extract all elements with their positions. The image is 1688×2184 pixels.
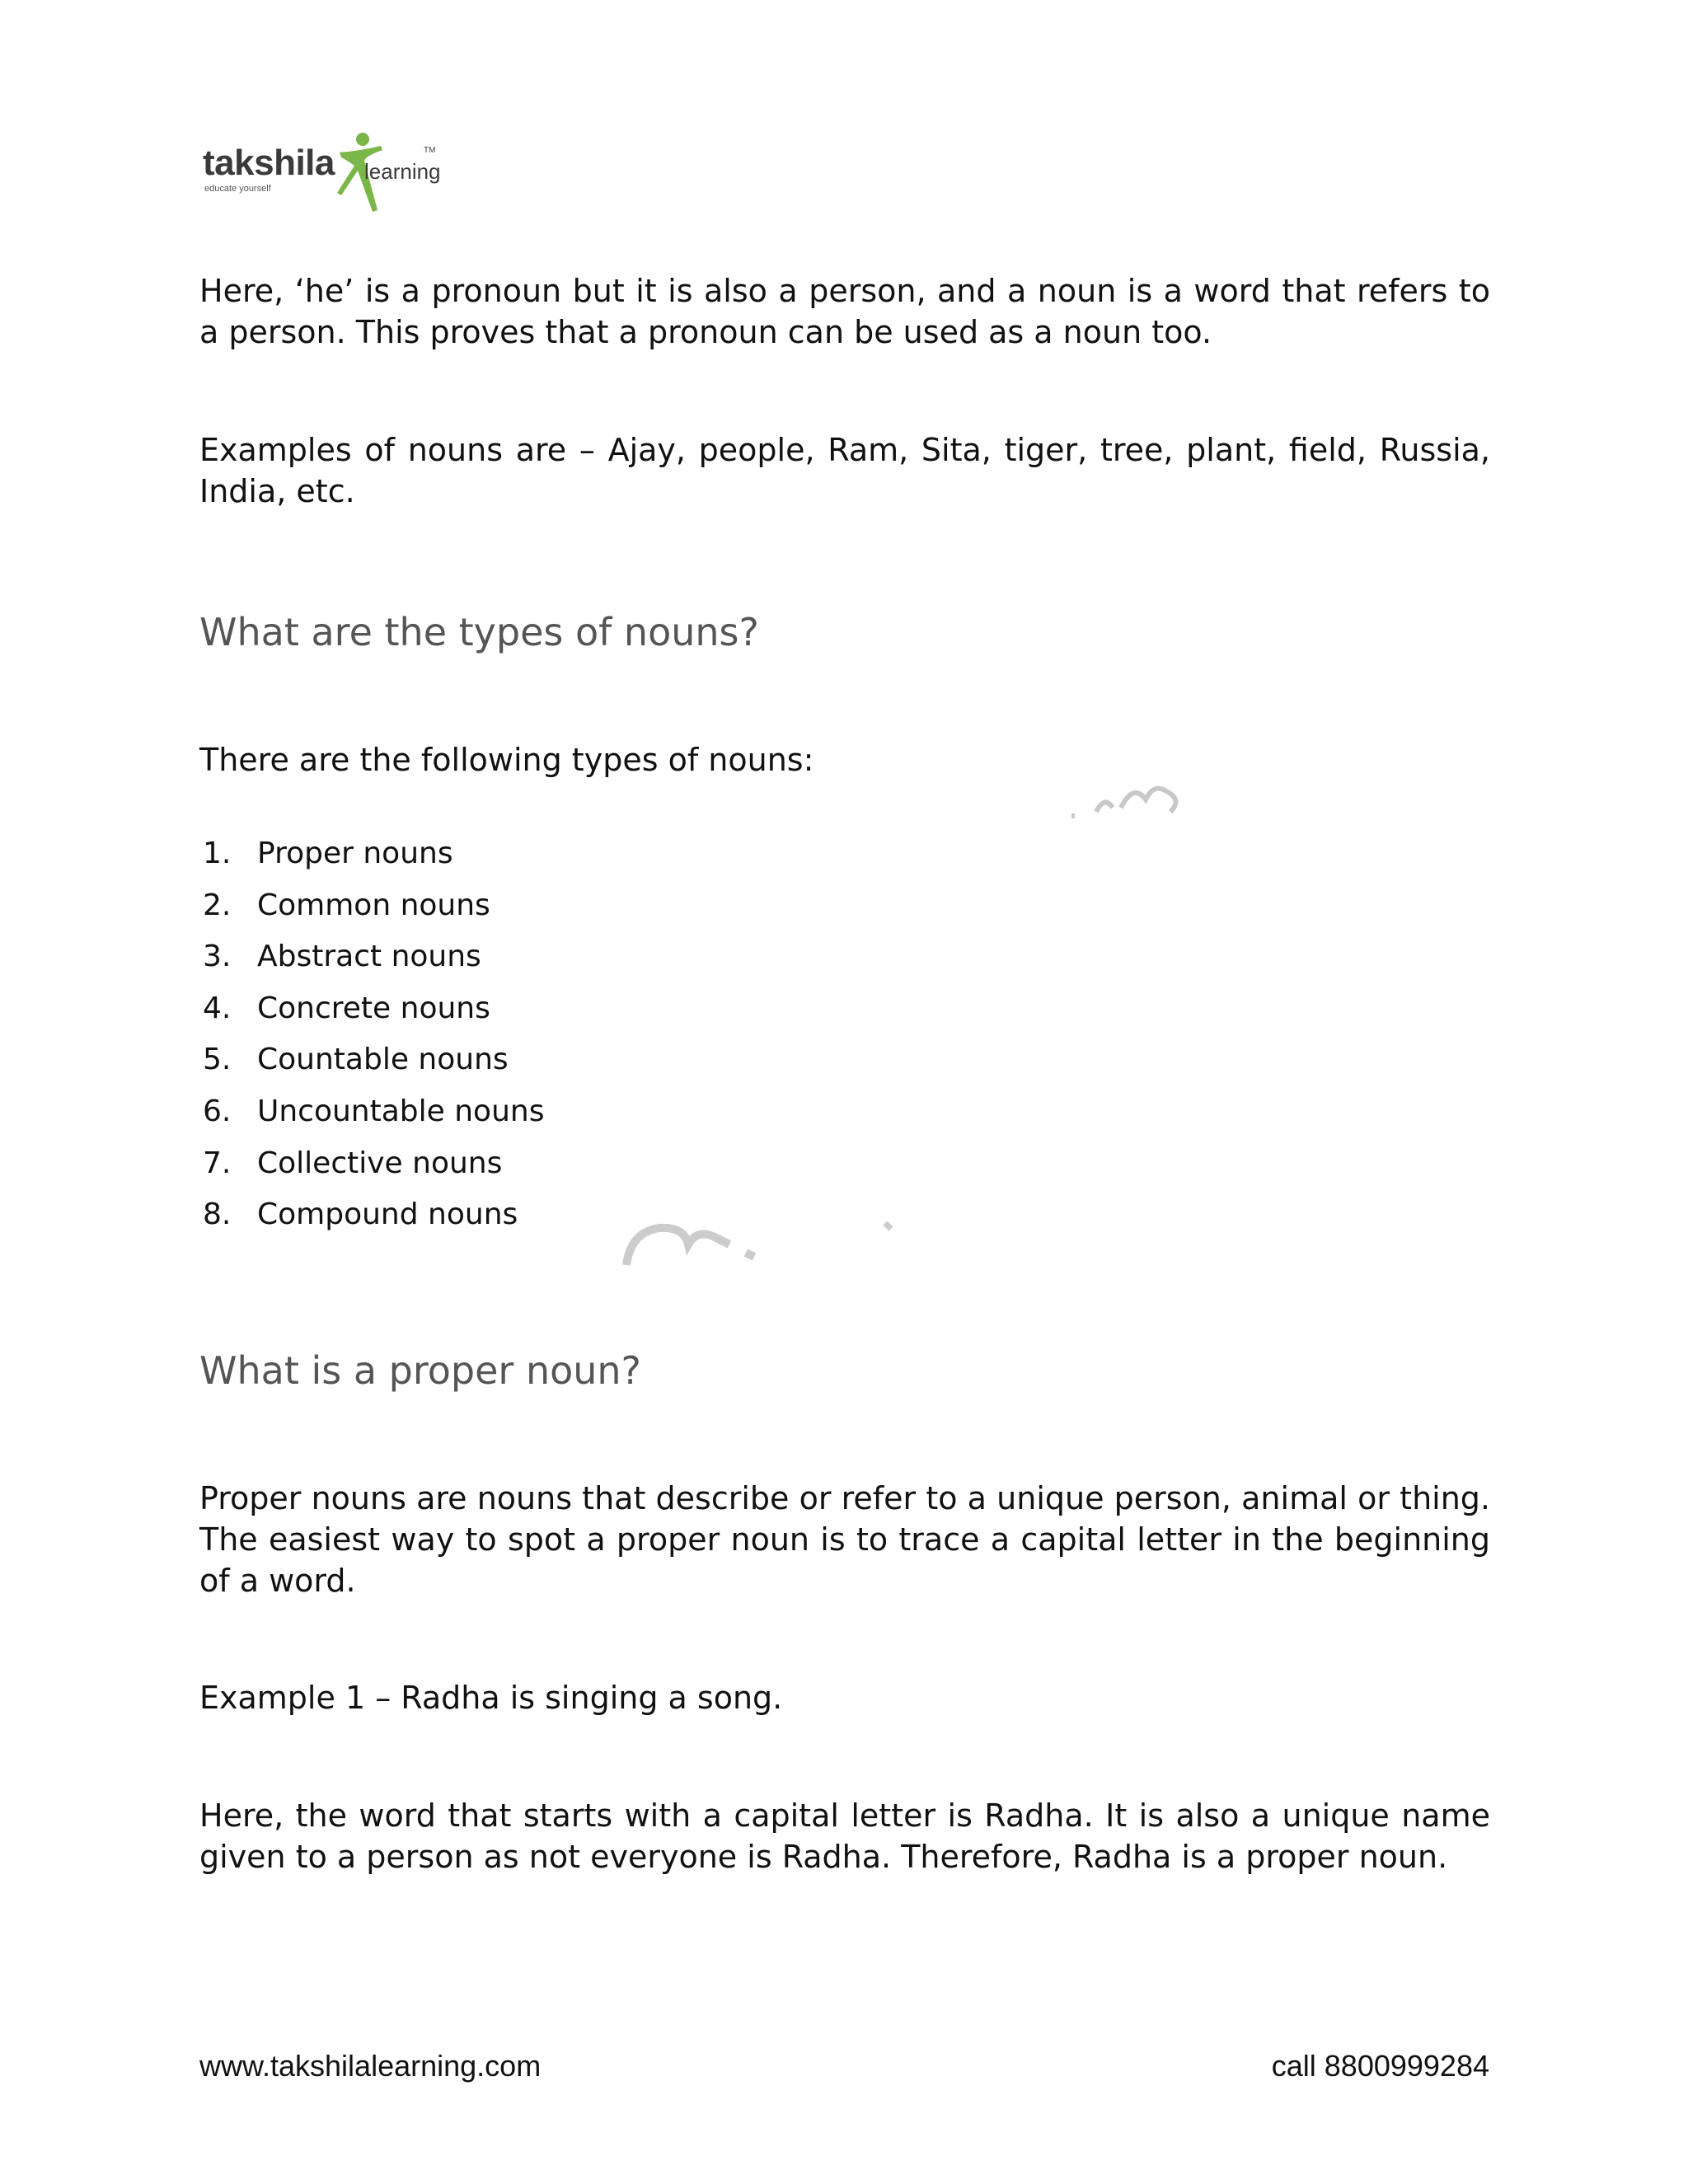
logo-trademark: TM (424, 146, 436, 155)
list-item-text: Countable nouns (257, 1043, 509, 1077)
list-item-text: Concrete nouns (257, 991, 490, 1025)
list-item (199, 1034, 544, 1086)
list-item (199, 1086, 544, 1138)
footer-website: www.takshilalearning.com (199, 2049, 542, 2083)
list-item-text: Abstract nouns (257, 940, 481, 974)
logo-learning: learning (364, 159, 441, 184)
list-item-text: Uncountable nouns (257, 1094, 545, 1128)
list-item-text: Common nouns (257, 888, 490, 922)
list-item-text: Proper nouns (257, 837, 453, 870)
list-item (199, 1189, 544, 1241)
watermark-fragment-icon (1063, 775, 1195, 824)
noun-types-list (199, 828, 544, 1241)
paragraph-noun-examples: Examples of nouns are – Ajay, people, Ram, Sita, tiger, tree, plant, field, Russia, India, etc. (199, 432, 1490, 509)
list-item (199, 828, 544, 880)
takshila-logo (199, 128, 447, 218)
list-item-number: 3. (203, 940, 232, 974)
list-item (199, 931, 544, 983)
list-item-text: Compound nouns (257, 1197, 518, 1232)
list-item-number: 4. (203, 991, 232, 1025)
list-item-number: 1. (203, 837, 232, 870)
paragraph-proper-noun-definition: Proper nouns are nouns that describe or refer to a unique person, animal or thing. The easiest way to spot a proper noun is to trace a capital letter in the beginning of a word. (199, 1480, 1490, 1599)
paragraph-pronoun-as-noun: Here, ‘he’ is a pronoun but it is also a person, and a noun is a word that refers to a person. This proves that a pronoun can be used as a noun too. (199, 273, 1490, 350)
list-item-text: Collective nouns (257, 1146, 503, 1180)
watermark-fragment-icon (622, 1220, 903, 1269)
paragraph-example-1: Example 1 – Radha is singing a song. (199, 1680, 783, 1716)
logo-wordmark: takshila (203, 143, 335, 183)
list-item-number: 5. (203, 1043, 232, 1077)
list-item-number: 8. (203, 1197, 232, 1232)
heading-proper-noun: What is a proper noun? (199, 1348, 641, 1393)
list-item-number: 2. (203, 888, 232, 922)
logo-tagline: educate yourself (204, 184, 271, 194)
paragraph-example-explanation: Here, the word that starts with a capital letter is Radha. It is also a unique name given to a person as not everyone is Radha. Therefore, Radha is a proper noun. (199, 1797, 1490, 1875)
list-item-number: 6. (203, 1094, 232, 1128)
heading-types-of-nouns: What are the types of nouns? (199, 610, 759, 654)
footer-phone: call 8800999284 (1271, 2049, 1489, 2083)
paragraph-types-intro: There are the following types of nouns: (199, 742, 814, 778)
list-item (199, 1138, 544, 1190)
list-item (199, 880, 544, 932)
list-item-number: 7. (203, 1146, 232, 1180)
list-item (199, 983, 544, 1035)
